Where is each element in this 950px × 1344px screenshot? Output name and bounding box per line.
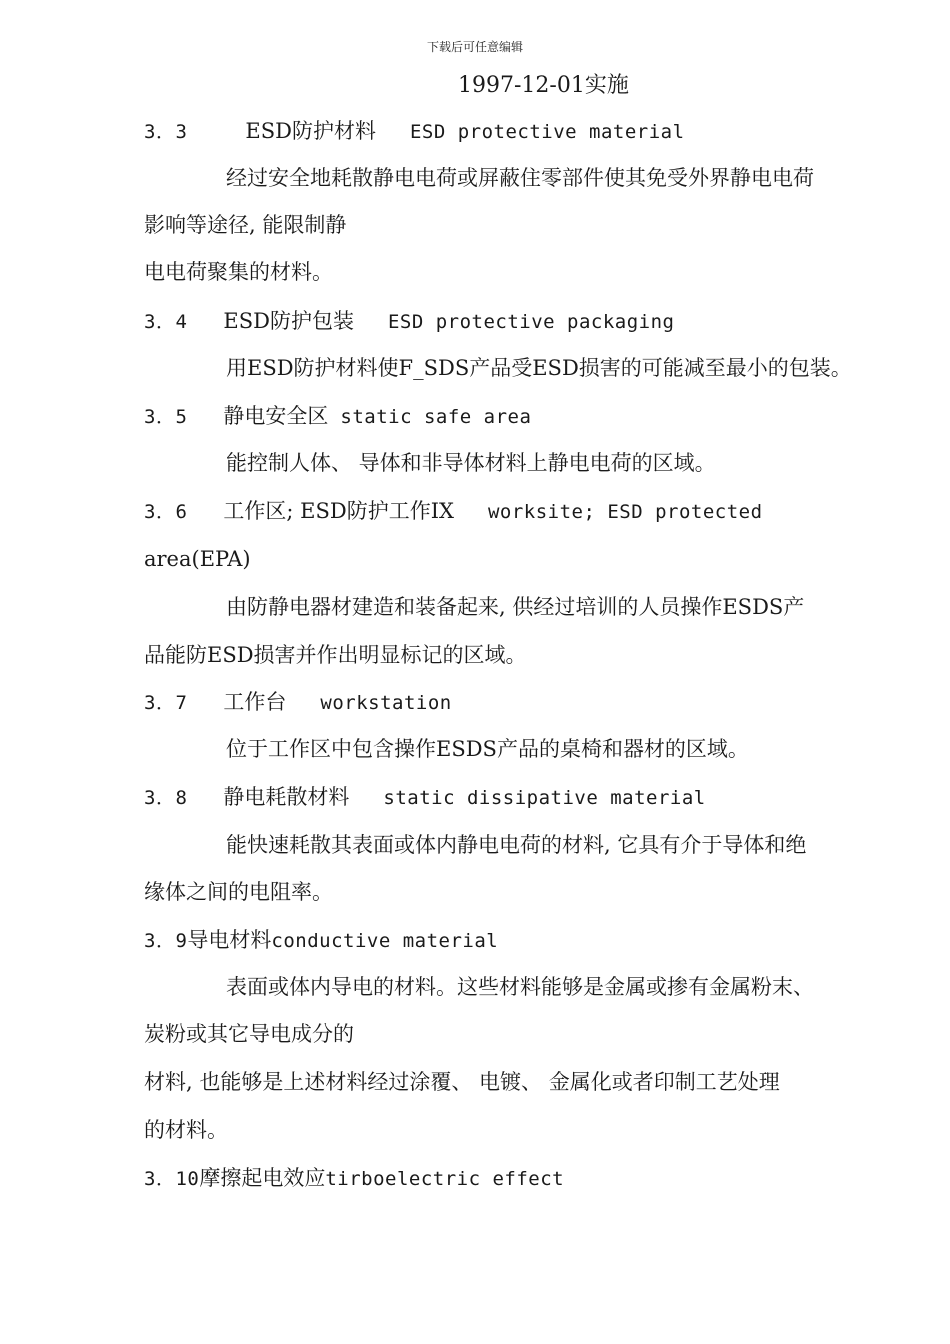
- section-number: 3．8: [144, 787, 188, 809]
- term-cn: 静电安全区: [223, 404, 329, 428]
- term-en: static dissipative material: [383, 787, 706, 809]
- paragraph-line: 影响等途径, 能限制静: [144, 213, 347, 237]
- section-3-6-heading: [144, 498, 763, 525]
- section-3-9-heading: [144, 927, 498, 954]
- term-en: ESD protective packaging: [387, 311, 675, 333]
- term-en: workstation: [320, 692, 452, 714]
- section-3-10-heading: [144, 1165, 564, 1192]
- term-en: worksite; ESD protected: [487, 501, 763, 523]
- section-3-5-heading: [144, 403, 531, 430]
- term-cn: 导电材料: [187, 928, 272, 952]
- section-number: 3．10: [144, 1168, 200, 1190]
- paragraph-line: 表面或体内导电的材料。这些材料能够是金属或掺有金属粉末、: [226, 975, 814, 999]
- term-cn: 工作台: [223, 690, 287, 714]
- paragraph-line: 用ESD防护材料使F_SDS产品受ESD损害的可能减至最小的包装。: [226, 356, 852, 380]
- paragraph-line: 电电荷聚集的材料。: [144, 260, 333, 284]
- paragraph-line: 材料, 也能够是上述材料经过涂覆、 电镀、 金属化或者印制工艺处理: [144, 1070, 780, 1094]
- section-3-3-heading: [144, 118, 685, 145]
- paragraph-line: 位于工作区中包含操作ESDS产品的桌椅和器材的区域。: [226, 737, 749, 761]
- section-3-7-heading: [144, 689, 452, 716]
- term-en: static safe area: [340, 406, 532, 428]
- paragraph-line: 品能防ESD损害并作出明显标记的区域。: [144, 643, 527, 667]
- section-number: 3．4: [144, 311, 188, 333]
- paragraph-line: 的材料。: [144, 1118, 228, 1142]
- section-number: 3．6: [144, 501, 188, 523]
- section-3-8-heading: [144, 784, 706, 811]
- term-cn: ESD防护材料: [245, 119, 376, 143]
- section-3-4-heading: [144, 308, 675, 335]
- term-cn: ESD防护包装: [223, 309, 354, 333]
- paragraph-line: 能控制人体、 导体和非导体材料上静电电荷的区域。: [226, 451, 716, 475]
- paragraph-line: area(EPA): [144, 547, 251, 571]
- section-number: 3．3: [144, 121, 188, 143]
- paragraph-line: 由防静电器材建造和装备起来, 供经过培训的人员操作ESDS产: [226, 595, 805, 619]
- paragraph-line: 经过安全地耗散静电电荷或屏蔽住零部件使其免受外界静电电荷: [226, 166, 814, 190]
- term-en: conductive material: [271, 930, 499, 952]
- section-number: 3．5: [144, 406, 188, 428]
- header-note: 下载后可任意编辑: [426, 40, 523, 54]
- term-cn: 静电耗散材料: [223, 785, 350, 809]
- term-en: ESD protective material: [409, 121, 685, 143]
- section-number: 3．9: [144, 930, 188, 952]
- paragraph-line: 能快速耗散其表面或体内静电电荷的材料, 它具有介于导体和绝: [226, 833, 807, 857]
- term-cn: 工作区; ESD防护工作IX: [223, 499, 454, 523]
- section-number: 3．7: [144, 692, 188, 714]
- paragraph-line: 炭粉或其它导电成分的: [144, 1022, 354, 1046]
- paragraph-line: 缘体之间的电阻率。: [144, 880, 333, 904]
- term-en: tirboelectric effect: [325, 1168, 565, 1190]
- term-cn: 摩擦起电效应: [199, 1166, 326, 1190]
- implementation-date: 1997-12-01实施: [458, 73, 629, 98]
